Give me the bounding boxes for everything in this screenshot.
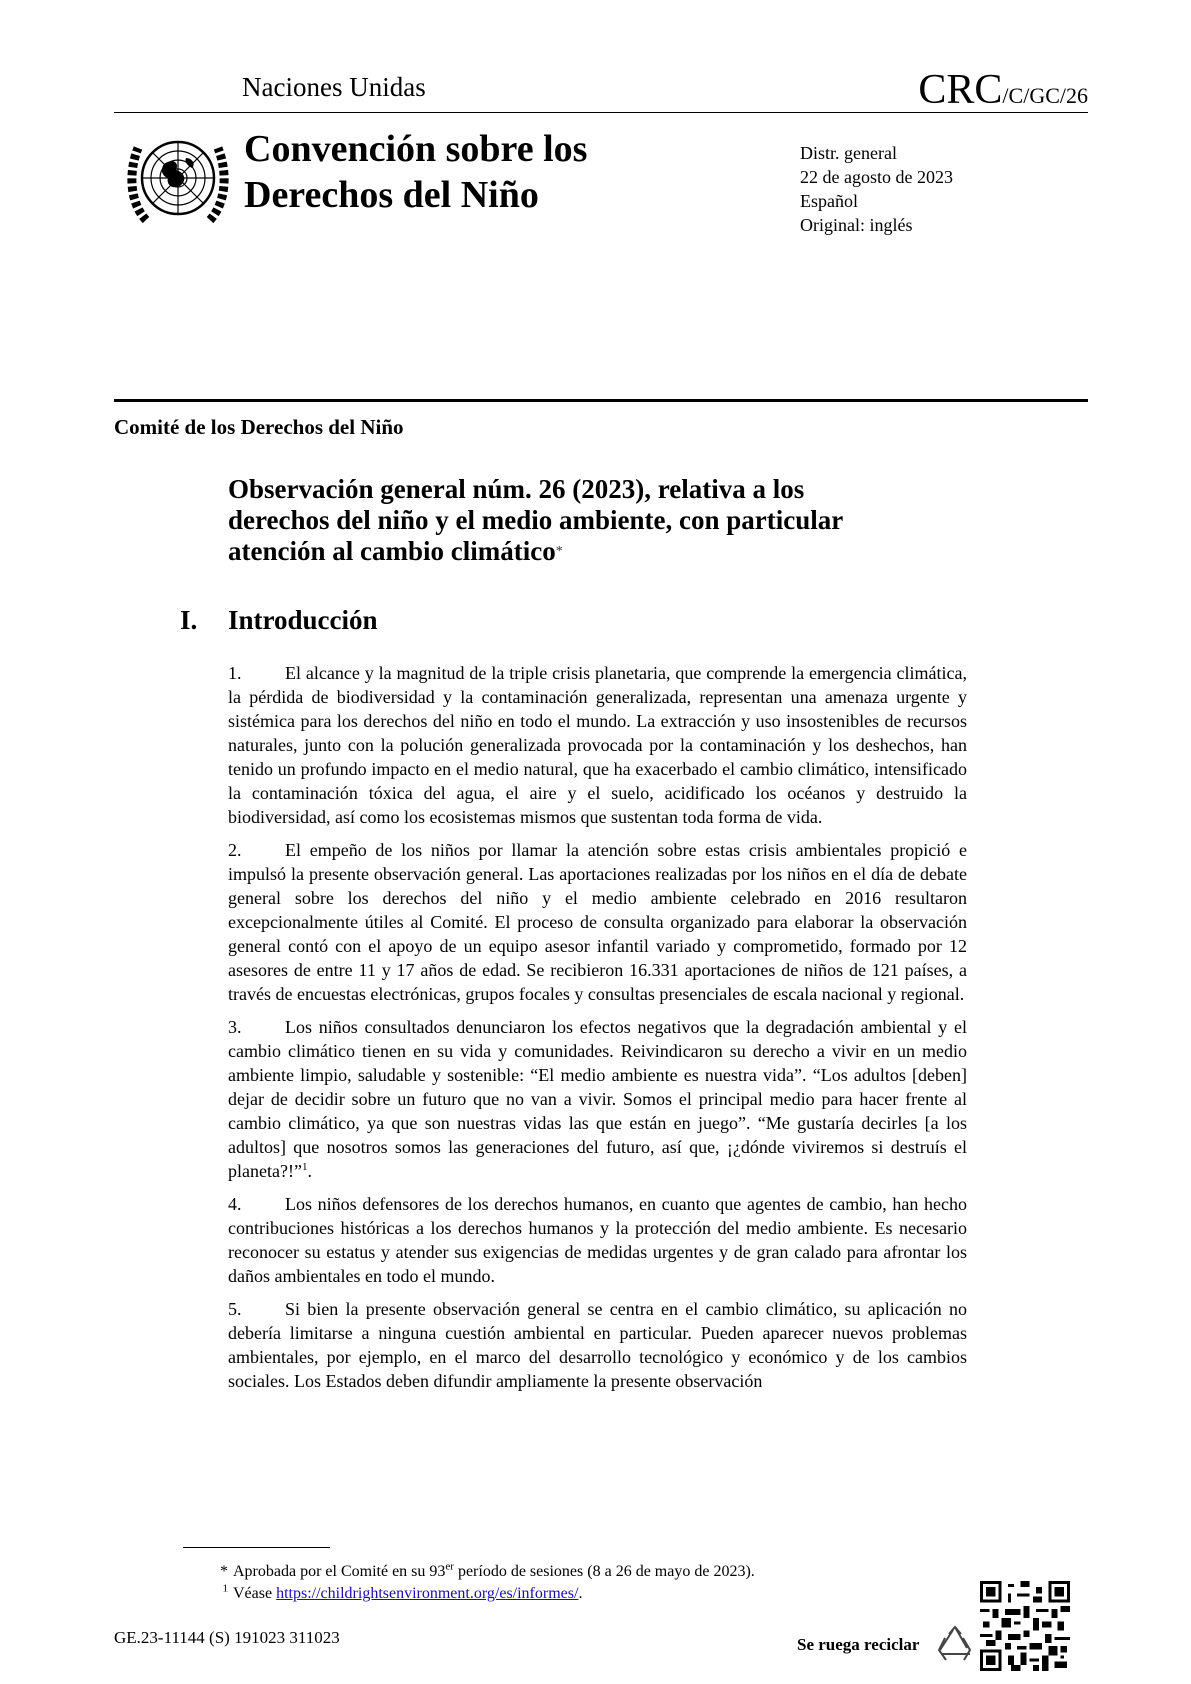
paragraph-number: 3. xyxy=(228,1017,242,1037)
recycle-label: Se ruega reciclar xyxy=(797,1635,920,1654)
footnote-rule xyxy=(183,1547,330,1548)
header-rule xyxy=(114,112,1088,113)
committee-name: Comité de los Derechos del Niño xyxy=(114,415,404,439)
paragraph-number: 4. xyxy=(228,1194,242,1214)
document-title-line: Observación general núm. 26 (2023), relativa a los xyxy=(228,474,805,504)
document-symbol-main: CRC xyxy=(918,67,1003,113)
paragraph-text: El alcance y la magnitud de la triple crisis planetaria, que comprende la emergencia climática, la pérdida de biodiversidad y la contaminación generalizada, representan una amenaza urgente y sistémica para los derechos del niño en todo el mundo. La extracción y uso insostenibles de recursos naturales, junto con la polución generalizada provocada por la contaminación y los deshechos, han tenido un profundo impacto en el medio natural, que ha exacerbado el cambio climático, intensificado la contaminación tóxica del agua, el aire y el suelo, acidificado los océanos y destruido la biodiversidad, así como los ecosistemas mismos que sustentan toda forma de vida. xyxy=(228,663,967,827)
footnote-reference[interactable]: 1 xyxy=(301,1161,308,1173)
organization-name: Naciones Unidas xyxy=(242,72,426,102)
paragraph xyxy=(228,838,967,1006)
footnote-mark-number: 1 xyxy=(222,1582,228,1595)
paragraph xyxy=(228,661,967,829)
paragraph-number: 1. xyxy=(228,663,242,683)
recycle-icon xyxy=(934,1624,976,1666)
paragraph-text: Los niños defensores de los derechos humanos, en cuanto que agentes de cambio, han hecho contribuciones históricas a los derechos humanos y la protección del medio ambiente. Es necesario reconocer su estatus y atender sus exigencias de medidas urgentes y de gran calado para afrontar los daños ambientales en todo el mundo. xyxy=(228,1194,967,1286)
document-title-text: atención al cambio climático xyxy=(228,536,556,566)
paragraph xyxy=(228,1297,967,1393)
paragraph xyxy=(228,1192,967,1288)
treaty-title-line: Convención sobre los xyxy=(244,128,588,170)
footnote-marker: * xyxy=(555,544,563,559)
document-title xyxy=(228,474,928,567)
paragraph-list xyxy=(228,661,967,1402)
footnote-link[interactable]: https://childrightsenvironment.org/es/informes/ xyxy=(276,1585,579,1602)
footnote-mark: * xyxy=(220,1563,228,1580)
footnote-text: . xyxy=(578,1585,583,1602)
document-title-line: derechos del niño y el medio ambiente, con particular xyxy=(228,505,844,535)
footnote-text: Aprobada por el Comité en su 93 xyxy=(233,1563,446,1580)
distribution-type: Distr. general xyxy=(800,143,897,163)
distribution-date: 22 de agosto de 2023 xyxy=(800,167,953,187)
title-rule xyxy=(114,399,1088,402)
paragraph xyxy=(228,1015,967,1183)
paragraph-text: Los niños consultados denunciaron los efectos negativos que la degradación ambiental y el cambio climático tienen en su vida y comunidades. Reivindicaron su derecho a vivir en un medio ambiente limpio, saludable y sostenible: “El medio ambiente es nuestra vida”. “Los adultos [deben] dejar de decidir sobre un futuro que no van a vivir. Somos el principal medio para hacer frente al cambio climático, ya que son nuestras vidas las que están en juego”. “Me gustaría decirles [a los adultos] que nosotros somos las generaciones del futuro, así que, ¡¿dónde viviremos si destruís el planeta?!” xyxy=(228,1017,967,1181)
section-number: I. xyxy=(180,605,198,635)
treaty-title xyxy=(244,126,587,218)
document-title-line xyxy=(228,536,928,567)
footnotes xyxy=(183,1561,755,1605)
treaty-title-line: Derechos del Niño xyxy=(244,174,539,216)
document-symbol xyxy=(918,66,1088,114)
paragraph-text: Si bien la presente observación general se centra en el cambio climático, su aplicación no debería limitarse a ninguna cuestión ambiental en particular. Pueden aparecer nuevos problemas ambientales, por ejemplo, en el marco del desarrollo tecnológico y económico y de los cambios sociales. Los Estados deben difundir ampliamente la presente observación xyxy=(228,1299,967,1391)
footnote-text: período de sesiones (8 a 26 de mayo de 2023). xyxy=(453,1563,755,1580)
qr-code-icon[interactable] xyxy=(980,1581,1070,1671)
paragraph-text: El empeño de los niños por llamar la atención sobre estas crisis ambientales propició e impulsó la presente observación general. Las aportaciones realizadas por los niños en el día de debate general sobre los derechos del niño y el medio ambiente celebrado en 2016 resultaron excepcionalmente útiles al Comité. El proceso de consulta organizado para elaborar la observación general contó con el apoyo de un equipo asesor infantil variado y comprometido, formado por 12 asesores de entre 11 y 17 años de edad. Se recibieron 16.331 aportaciones de niños de 121 países, a través de encuestas electrónicas, grupos focales y consultas presenciales de escala nacional y regional. xyxy=(228,840,967,1004)
footnote xyxy=(183,1561,755,1583)
paragraph-end: . xyxy=(307,1161,312,1181)
paragraph-number: 5. xyxy=(228,1299,242,1319)
section-title: Introducción xyxy=(228,605,378,635)
distribution-language: Español xyxy=(800,191,858,211)
distribution-original: Original: inglés xyxy=(800,215,913,235)
footnote-superscript: er xyxy=(445,1560,454,1573)
footnote-mark xyxy=(183,1583,228,1605)
job-number: GE.23-11144 (S) 191023 311023 xyxy=(114,1628,340,1647)
un-emblem-icon xyxy=(122,128,234,238)
footnote xyxy=(183,1583,755,1605)
document-symbol-sub: /C/GC/26 xyxy=(1002,83,1088,108)
paragraph-number: 2. xyxy=(228,840,242,860)
footnote-text: Véase xyxy=(233,1585,277,1602)
distribution-block xyxy=(800,141,953,237)
